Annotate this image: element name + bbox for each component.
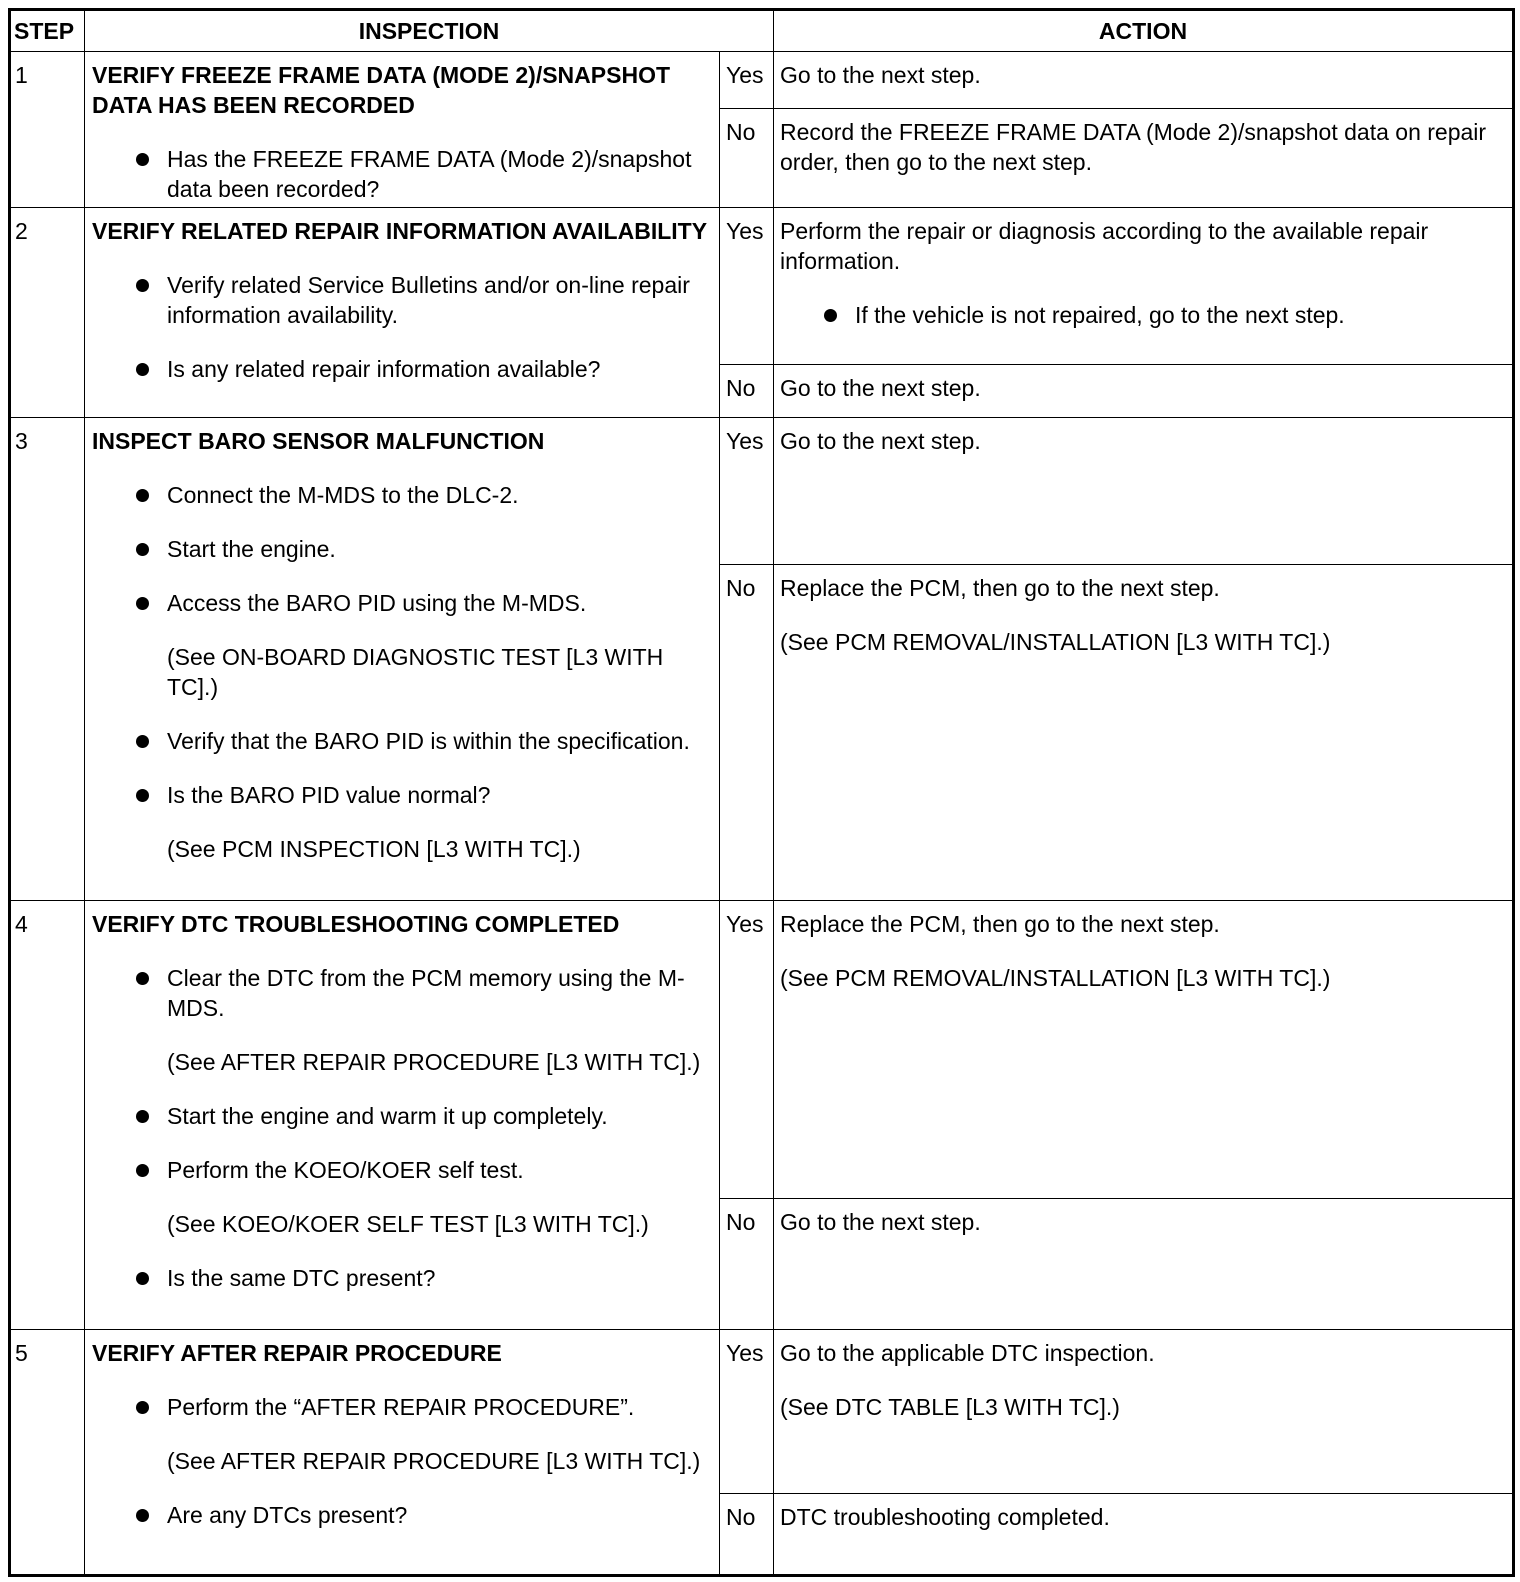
- bullet-item: Is any related repair information available?: [92, 354, 713, 384]
- yes-label: Yes: [720, 208, 774, 365]
- yes-action: Go to the applicable DTC inspection. (See DTC TABLE [L3 WITH TC].): [774, 1330, 1512, 1494]
- bullet-icon: [136, 1509, 149, 1522]
- yes-label: Yes: [720, 52, 774, 109]
- step-number: 3: [11, 418, 85, 901]
- yes-action: Go to the next step.: [774, 418, 1512, 565]
- yes-action: Go to the next step.: [774, 52, 1512, 109]
- header-action: ACTION: [774, 11, 1512, 52]
- bullet-icon: [136, 363, 149, 376]
- no-action: Go to the next step.: [774, 365, 1512, 418]
- no-action: Replace the PCM, then go to the next step. (See PCM REMOVAL/INSTALLATION [L3 WITH TC].): [774, 565, 1512, 901]
- reference-link: (See PCM REMOVAL/INSTALLATION [L3 WITH TC].): [780, 629, 1331, 655]
- bullet-icon: [136, 597, 149, 610]
- reference-link: (See KOEO/KOER SELF TEST [L3 WITH TC].): [167, 1211, 649, 1237]
- bullet-item: Has the FREEZE FRAME DATA (Mode 2)/snapshot data been recorded?: [92, 144, 713, 204]
- bullet-item: Access the BARO PID using the M-MDS.: [92, 588, 713, 618]
- bullet-item: Are any DTCs present?: [92, 1500, 713, 1530]
- bullet-item: Perform the “AFTER REPAIR PROCEDURE”.: [92, 1392, 713, 1422]
- step-number: 5: [11, 1330, 85, 1574]
- no-action: Record the FREEZE FRAME DATA (Mode 2)/snapshot data on repair order, then go to the next step.: [774, 109, 1512, 208]
- step-title: INSPECT BARO SENSOR MALFUNCTION: [92, 428, 545, 454]
- step-title: VERIFY FREEZE FRAME DATA (MODE 2)/SNAPSHOT DATA HAS BEEN RECORDED: [92, 62, 671, 118]
- step-title: VERIFY AFTER REPAIR PROCEDURE: [92, 1340, 502, 1366]
- step-number: 1: [11, 52, 85, 208]
- yes-label: Yes: [720, 1330, 774, 1494]
- bullet-item: Start the engine.: [92, 534, 713, 564]
- header-inspection: INSPECTION: [85, 11, 774, 52]
- bullet-item: Verify related Service Bulletins and/or on-line repair information availability.: [92, 270, 713, 330]
- bullet-icon: [136, 153, 149, 166]
- step-title: VERIFY RELATED REPAIR INFORMATION AVAILABILITY: [92, 218, 708, 244]
- reference-link: (See AFTER REPAIR PROCEDURE [L3 WITH TC].): [167, 1448, 701, 1474]
- no-action: Go to the next step.: [774, 1199, 1512, 1330]
- yes-label: Yes: [720, 418, 774, 565]
- bullet-icon: [136, 1164, 149, 1177]
- no-action: DTC troubleshooting completed.: [780, 1504, 1110, 1530]
- bullet-icon: [136, 789, 149, 802]
- bullet-item: Is the BARO PID value normal?: [92, 780, 713, 810]
- inspection-cell: [85, 1330, 720, 1574]
- header-step: STEP: [11, 11, 85, 52]
- bullet-icon: [136, 279, 149, 292]
- yes-action: Perform the repair or diagnosis according to the available repair information. If the vehicle is not repaired, go to the next step.: [774, 208, 1512, 365]
- inspection-cell: [85, 208, 720, 418]
- bullet-item: Verify that the BARO PID is within the specification.: [92, 726, 713, 756]
- bullet-icon: [136, 972, 149, 985]
- yes-label: Yes: [720, 901, 774, 1199]
- bullet-item: Connect the M-MDS to the DLC-2.: [92, 480, 713, 510]
- step-number: 4: [11, 901, 85, 1330]
- bullet-icon: [824, 309, 837, 322]
- step-number: 2: [11, 208, 85, 418]
- reference-link: (See ON-BOARD DIAGNOSTIC TEST [L3 WITH TC].): [167, 644, 664, 700]
- bullet-icon: [136, 1401, 149, 1414]
- bullet-item: Clear the DTC from the PCM memory using the M-MDS.: [92, 963, 713, 1023]
- bullet-icon: [136, 1272, 149, 1285]
- bullet-item: Is the same DTC present?: [92, 1263, 713, 1293]
- yes-action: Replace the PCM, then go to the next step. (See PCM REMOVAL/INSTALLATION [L3 WITH TC].): [774, 901, 1512, 1199]
- diagnostic-table: [8, 8, 1515, 1577]
- bullet-item: If the vehicle is not repaired, go to the next step.: [780, 300, 1506, 330]
- bullet-item: Start the engine and warm it up completely.: [92, 1101, 713, 1131]
- reference-link: (See AFTER REPAIR PROCEDURE [L3 WITH TC].): [167, 1049, 701, 1075]
- reference-link: (See PCM REMOVAL/INSTALLATION [L3 WITH TC].): [780, 965, 1331, 991]
- no-label: No: [720, 1494, 774, 1574]
- bullet-icon: [136, 489, 149, 502]
- inspection-cell: [85, 901, 720, 1330]
- inspection-cell: [85, 418, 720, 901]
- bullet-icon: [136, 543, 149, 556]
- no-label: No: [720, 365, 774, 418]
- no-label: No: [720, 109, 774, 208]
- no-label: No: [720, 1199, 774, 1330]
- bullet-icon: [136, 1110, 149, 1123]
- reference-link: (See PCM INSPECTION [L3 WITH TC].): [167, 836, 581, 862]
- reference-link: (See DTC TABLE [L3 WITH TC].): [780, 1394, 1120, 1420]
- bullet-icon: [136, 735, 149, 748]
- step-title: VERIFY DTC TROUBLESHOOTING COMPLETED: [92, 911, 620, 937]
- bullet-item: Perform the KOEO/KOER self test.: [92, 1155, 713, 1185]
- inspection-cell: [85, 52, 720, 208]
- no-label: No: [720, 565, 774, 901]
